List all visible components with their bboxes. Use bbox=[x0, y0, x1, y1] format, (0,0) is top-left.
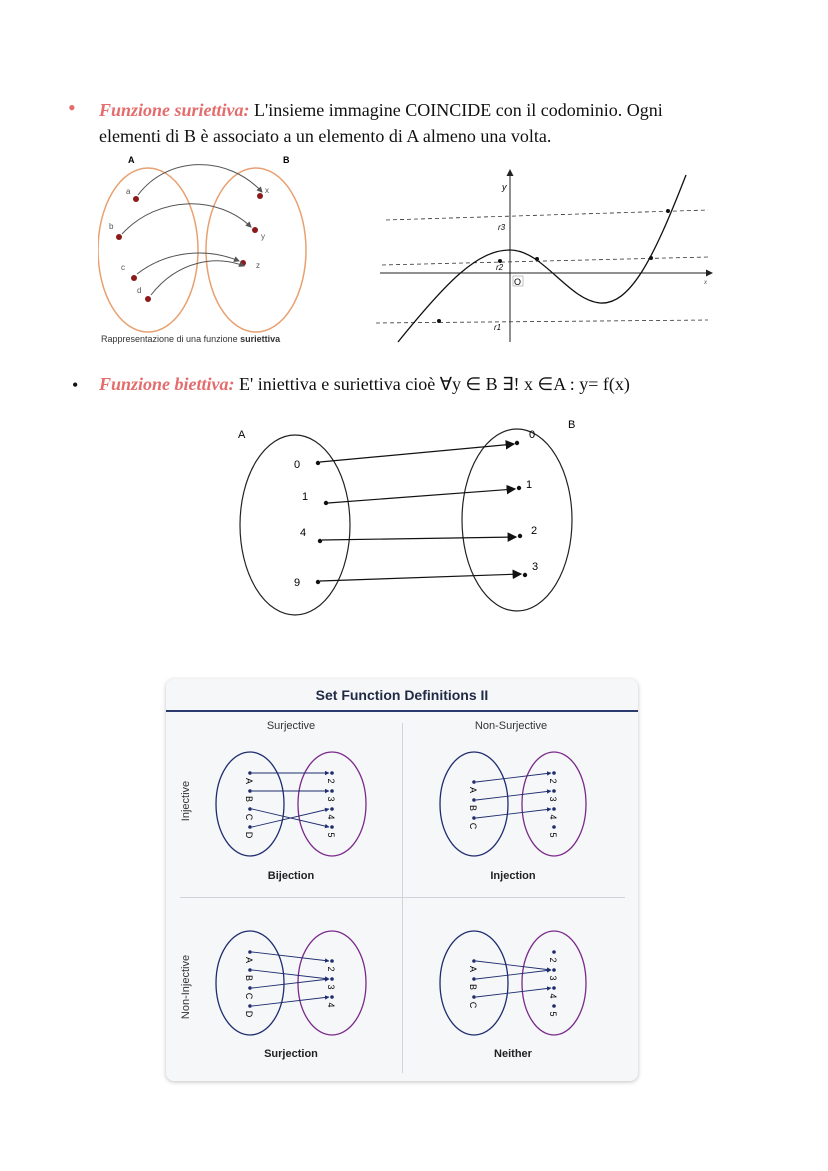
point-y bbox=[252, 227, 258, 233]
surjective-paragraph bbox=[99, 97, 799, 123]
nei-num-2: 2 bbox=[548, 957, 558, 963]
arrow-1-1 bbox=[328, 489, 515, 503]
nei-letter-c: C bbox=[468, 1001, 478, 1009]
row-non-injective: Non-Injective bbox=[180, 954, 192, 1020]
sur-letter-b: B bbox=[244, 974, 254, 982]
arrow-9-3 bbox=[320, 574, 521, 581]
sur-num-4: 4 bbox=[326, 1002, 336, 1008]
cell-injection: Injection bbox=[490, 870, 536, 882]
a-value-4: 4 bbox=[300, 527, 307, 539]
sur-letter-d: D bbox=[244, 1010, 254, 1018]
bij-letter-d: D bbox=[244, 831, 254, 839]
level-r3 bbox=[386, 210, 708, 220]
a-value-1: 1 bbox=[302, 491, 309, 503]
surjective-caption: Rappresentazione di una funzione suriettiva bbox=[101, 334, 281, 344]
definitions-panel bbox=[166, 679, 638, 1081]
r1-label: r1 bbox=[494, 323, 502, 332]
point-b bbox=[116, 234, 122, 240]
intersect-r2-a bbox=[498, 259, 502, 263]
bijection-diagram bbox=[216, 752, 366, 856]
set-b-ellipse bbox=[206, 168, 306, 332]
bij-set-a-label: A bbox=[238, 429, 246, 441]
nei-num-4: 4 bbox=[548, 993, 558, 999]
set-a-ellipse bbox=[98, 168, 198, 332]
inj-letter-a: A bbox=[468, 786, 478, 794]
y-axis-label: y bbox=[502, 182, 507, 192]
bij-letter-a: A bbox=[244, 777, 254, 785]
point-c bbox=[131, 275, 137, 281]
surjective-set-diagram bbox=[98, 150, 338, 350]
inj-num-3: 3 bbox=[548, 796, 558, 802]
bijective-set-diagram bbox=[230, 410, 590, 620]
intersect-r1 bbox=[437, 319, 441, 323]
surjective-text-2: elementi di B è associato a un elemento di A almeno una volta. bbox=[99, 126, 552, 146]
nei-num-3: 3 bbox=[548, 975, 558, 981]
neither-diagram bbox=[440, 931, 586, 1035]
bij-num-2: 2 bbox=[326, 778, 336, 784]
point-x-label: x bbox=[265, 186, 269, 195]
point-b-label: b bbox=[109, 222, 114, 231]
sur-letter-a: A bbox=[244, 956, 254, 964]
origin-label: O bbox=[514, 277, 522, 287]
point-d bbox=[145, 296, 151, 302]
arrow-4-2 bbox=[322, 537, 516, 540]
point-d-label: d bbox=[137, 286, 142, 295]
point-y-label: y bbox=[261, 232, 265, 241]
bij-num-3: 3 bbox=[326, 796, 336, 802]
a-value-9: 9 bbox=[294, 577, 301, 589]
b-value-0: 0 bbox=[529, 429, 536, 441]
intersect-r3 bbox=[666, 209, 670, 213]
inj-num-2: 2 bbox=[548, 778, 558, 784]
injection-diagram bbox=[440, 752, 586, 856]
inj-letter-b: B bbox=[468, 804, 478, 812]
arrow-c-z bbox=[137, 253, 239, 274]
cell-surjection: Surjection bbox=[264, 1048, 318, 1060]
surjective-text-1: L'insieme immagine COINCIDE con il codominio. Ogni bbox=[254, 100, 663, 120]
set-a-label: A bbox=[128, 155, 135, 165]
x-axis-label: x bbox=[704, 280, 707, 286]
arrow-b-y bbox=[122, 204, 251, 234]
bij-num-4: 4 bbox=[326, 814, 336, 820]
panel-diagrams bbox=[166, 679, 638, 1081]
sur-num-2: 2 bbox=[326, 966, 336, 972]
nei-letter-b: B bbox=[468, 983, 478, 991]
b-value-3: 3 bbox=[532, 561, 539, 573]
bij-letter-b: B bbox=[244, 795, 254, 803]
bullet-surjective: • bbox=[68, 95, 76, 120]
r3-label: r3 bbox=[498, 223, 506, 232]
set-b-label: B bbox=[283, 155, 290, 165]
inj-num-5: 5 bbox=[548, 832, 558, 838]
surjective-function-graph bbox=[368, 160, 718, 350]
b-value-2: 2 bbox=[531, 525, 538, 537]
cell-neither: Neither bbox=[494, 1048, 532, 1060]
bijective-title: Funzione biettiva: bbox=[99, 374, 235, 394]
nei-num-5: 5 bbox=[548, 1011, 558, 1017]
point-z-label: z bbox=[256, 261, 260, 270]
bij-set-b-label: B bbox=[568, 419, 576, 431]
point-a-label: a bbox=[126, 187, 131, 196]
inj-letter-c: C bbox=[468, 822, 478, 830]
bij-set-b bbox=[462, 429, 572, 611]
surjective-title: Funzione suriettiva: bbox=[99, 100, 250, 120]
surjection-diagram bbox=[216, 931, 366, 1035]
row-injective: Injective bbox=[180, 780, 192, 822]
inj-num-4: 4 bbox=[548, 814, 558, 820]
bij-letter-c: C bbox=[244, 813, 254, 821]
panel-title: Set Function Definitions II bbox=[315, 687, 489, 703]
a-value-0: 0 bbox=[294, 459, 301, 471]
point-a bbox=[133, 196, 139, 202]
level-r1 bbox=[376, 320, 708, 323]
point-c-label: c bbox=[121, 263, 125, 272]
bijective-text: E' iniettiva e suriettiva cioè ∀y ∈ B ∃! x ∈A : y= f(x) bbox=[239, 374, 630, 394]
bullet-bijective: • bbox=[72, 375, 79, 395]
sur-num-3: 3 bbox=[326, 984, 336, 990]
b-value-1: 1 bbox=[526, 479, 533, 491]
r2-label: r2 bbox=[496, 263, 504, 272]
nei-letter-a: A bbox=[468, 965, 478, 973]
bij-num-5: 5 bbox=[326, 832, 336, 838]
point-x bbox=[257, 193, 263, 199]
bijective-paragraph bbox=[99, 371, 819, 397]
arrow-0-0 bbox=[320, 444, 514, 462]
cell-bijection: Bijection bbox=[267, 870, 315, 882]
level-r2 bbox=[382, 257, 708, 265]
col-surjective: Surjective bbox=[266, 720, 316, 732]
intersect-r2-b bbox=[535, 257, 539, 261]
sur-letter-c: C bbox=[244, 992, 254, 1000]
col-non-surjective: Non-Surjective bbox=[474, 720, 548, 732]
intersect-r2-c bbox=[649, 256, 653, 260]
